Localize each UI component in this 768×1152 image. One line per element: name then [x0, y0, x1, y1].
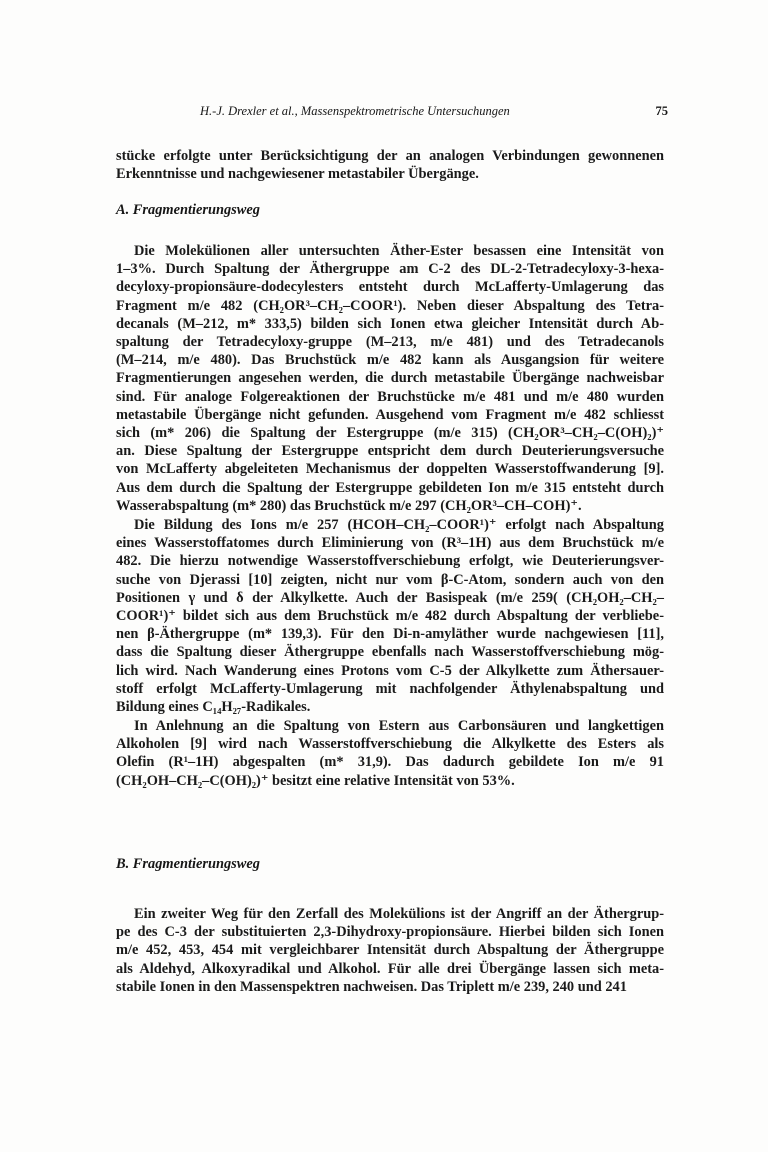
- running-header: [200, 104, 668, 119]
- text-line: sich (m* 206) die Spaltung der Estergruppe (m/e 315) (CH₂OR³–CH₂–C(OH)₂)⁺: [116, 425, 664, 442]
- text-line: 482. Die hierzu notwendige Wasserstoffverschiebung erfolgt, wie Deuterierungsver-: [116, 553, 664, 570]
- text-line: metastabile Übergänge nicht gefunden. Ausgehend vom Fragment m/e 482 schliesst: [116, 406, 664, 423]
- text-line: Bildung eines C₁₄H₂₇-Radikales.: [116, 699, 311, 716]
- intro-paragraph: [116, 147, 664, 183]
- section-b-paragraph-1: [116, 905, 664, 996]
- text-line: Ein zweiter Weg für den Zerfall des Molekülions ist der Angriff an der Äthergrup-: [134, 906, 664, 922]
- page-number: 75: [655, 104, 668, 118]
- text-line: m/e 452, 453, 454 mit vergleichbarer Intensität durch Abspaltung der Äthergruppe: [116, 942, 664, 959]
- text-line: Die Bildung des Ions m/e 257 (HCOH–CH₂–COOR¹)⁺ erfolgt nach Abspaltung: [134, 517, 664, 533]
- text-line: eines Wasserstoffatomes durch Eliminierung von (R³–1H) aus dem Bruchstück m/e: [116, 535, 664, 552]
- text-line: Olefin (R¹–1H) abgespalten (m* 31,9). Das dadurch gebildete Ion m/e 91: [116, 754, 664, 771]
- text-line: decanals (M–212, m* 333,5) bilden sich Ionen etwa gleicher Intensität durch Ab-: [116, 315, 664, 332]
- text-line: Aus dem durch die Spaltung der Estergruppe gebildeten Ion m/e 315 entsteht durch: [116, 479, 664, 496]
- section-a-paragraph-1: [116, 242, 664, 515]
- text-line: sind. Für analoge Folgereaktionen der Bruchstücke m/e 481 und m/e 480 wurden: [116, 388, 664, 405]
- text-line: Alkoholen [9] wird nach Wasserstoffverschiebung die Alkylkette des Esters als: [116, 736, 664, 753]
- text-line: an. Diese Spaltung der Estergruppe entspricht dem durch Deuterierungsversuche: [116, 443, 664, 460]
- section-a-paragraph-3: [116, 717, 664, 790]
- text-line: stoff erfolgt McLafferty-Umlagerung mit nachfolgender Äthylenabspaltung und: [116, 680, 664, 697]
- text-line: (M–214, m/e 480). Das Bruchstück m/e 482 kann als Ausgangsion für weitere: [116, 352, 664, 369]
- text-line: COOR¹)⁺ bildet sich aus dem Bruchstück m/e 482 durch Abspaltung der verbliebe-: [116, 608, 664, 625]
- text-line: Fragmentierungen angesehen werden, die durch metastabile Übergänge nachweisbar: [116, 370, 664, 387]
- text-line: stücke erfolgte unter Berücksichtigung der an analogen Verbindungen gewonnenen: [116, 148, 664, 164]
- text-line: (CH₂OH–CH₂–C(OH)₂)⁺ besitzt eine relative Intensität von 53%.: [116, 772, 515, 789]
- running-title: H.-J. Drexler et al., Massenspektrometrische Untersuchungen: [200, 104, 510, 118]
- text-line: In Anlehnung an die Spaltung von Estern aus Carbonsäuren und langkettigen: [134, 718, 664, 734]
- text-line: Fragment m/e 482 (CH₂OR³–CH₂–COOR¹). Neben dieser Abspaltung des Tetra-: [116, 297, 664, 314]
- text-line: Erkenntnisse und nachgewiesener metastabiler Übergänge.: [116, 166, 479, 183]
- text-line: Die Molekülionen aller untersuchten Äther-Ester besassen eine Intensität von: [134, 243, 664, 259]
- text-line: 1–3%. Durch Spaltung der Äthergruppe am C-2 des DL-2-Tetradecyloxy-3-hexa-: [116, 261, 664, 278]
- text-line: als Aldehyd, Alkoxyradikal und Alkohol. Für alle drei Übergänge lassen sich meta-: [116, 960, 664, 977]
- text-line: suche von Djerassi [10] zeigten, nicht nur vom β-C-Atom, sondern auch von den: [116, 571, 664, 588]
- text-line: nen β-Äthergruppe (m* 139,3). Für den Di-n-amyläther wurde nachgewiesen [11],: [116, 626, 664, 643]
- text-line: pe des C-3 der substituierten 2,3-Dihydroxy-propionsäure. Hierbei bilden sich Ionen: [116, 924, 664, 941]
- text-line: lich wird. Nach Wanderung eines Protons vom C-5 der Alkylkette zum Äthersauer-: [116, 662, 664, 679]
- text-line: dass die Spaltung dieser Äthergruppe ebenfalls nach Wasserstoffverschiebung mög-: [116, 644, 664, 661]
- text-line: Wasserabspaltung (m* 280) das Bruchstück m/e 297 (CH₂OR³–CH–COH)⁺.: [116, 497, 582, 514]
- section-heading-b: B. Fragmentierungsweg: [116, 856, 260, 872]
- section-a-paragraph-2: [116, 516, 664, 716]
- text-line: stabile Ionen in den Massenspektren nachweisen. Das Triplett m/e 239, 240 und 241: [116, 978, 627, 995]
- text-line: Positionen γ und δ der Alkylkette. Auch der Basispeak (m/e 259( (CH₂OH₂–CH₂–: [116, 589, 664, 606]
- text-line: von McLafferty abgeleiteten Mechanismus der doppelten Wasserstoffwanderung [9].: [116, 461, 664, 478]
- text-line: spaltung der Tetradecyloxy-gruppe (M–213, m/e 481) und des Tetradecanols: [116, 334, 664, 351]
- text-line: decyloxy-propionsäure-dodecylesters entsteht durch McLafferty-Umlagerung das: [116, 279, 664, 296]
- section-heading-a: A. Fragmentierungsweg: [116, 202, 260, 218]
